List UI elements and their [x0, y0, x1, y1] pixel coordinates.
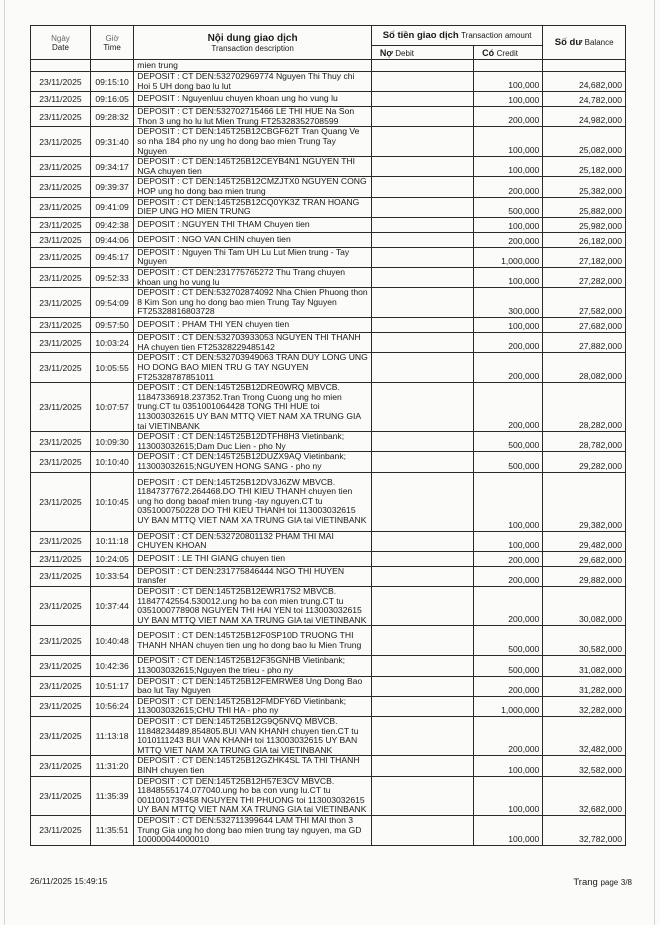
row-date: 23/11/2025: [31, 197, 91, 217]
row-debit: [371, 318, 473, 333]
row-balance: 25,082,000: [543, 127, 626, 157]
header-time: [90, 26, 133, 60]
printed-timestamp: 26/11/2025 15:49:15: [30, 876, 108, 886]
table-row: [31, 383, 626, 432]
header-desc-en: Transaction description: [211, 43, 294, 53]
row-credit: 500,000: [474, 626, 543, 656]
table-row: [31, 472, 626, 531]
row-description: DEPOSIT : CT DEN:145T25B12FMDFY6D Vietinbank; 113003032615;CHU THI HA - pho ny: [134, 696, 372, 716]
row-credit: 100,000: [474, 776, 543, 815]
table-row: [31, 217, 626, 232]
row-balance: 30,082,000: [543, 587, 626, 626]
row-description: DEPOSIT : CT DEN:145T25B12CQ0YK3Z TRAN HOANG DIEP UNG HO MIEN TRUNG: [134, 197, 372, 217]
row-credit: 1,000,000: [474, 696, 543, 716]
header-time-en: Time: [103, 43, 121, 52]
row-time: 10:24:05: [90, 551, 133, 566]
row-description: DEPOSIT : CT DEN:145T25B12H57E3CV MBVCB. 11848555174.077040.ung ho ba con vung lu.CT tu 0011001739458 NGUYEN THI PHUONG toi 113003032615 UY BAN MTTQ VIET NAM XA TRUNG GIA tai VIETINBANK: [134, 776, 372, 815]
transaction-table: [30, 25, 626, 846]
row-date: 23/11/2025: [31, 587, 91, 626]
row-time: 10:37:44: [90, 587, 133, 626]
row-date: 23/11/2025: [31, 127, 91, 157]
row-time: 09:54:09: [90, 288, 133, 318]
table-row: [31, 107, 626, 127]
table-row: [31, 72, 626, 92]
row-debit: [371, 531, 473, 551]
row-time: 10:10:40: [90, 452, 133, 472]
table-row: [31, 531, 626, 551]
row-balance: 32,482,000: [543, 716, 626, 755]
page-number: 3/8: [620, 878, 632, 887]
row-description: DEPOSIT : CT DEN:145T25B12F0SP10D TRUONG THI THANH NHAN chuyen tien ung ho dong bao lu Mien Trung: [134, 626, 372, 656]
row-date: 23/11/2025: [31, 177, 91, 197]
row-credit: 100,000: [474, 531, 543, 551]
table-row: [31, 626, 626, 656]
row-description: DEPOSIT : CT DEN:145T25B12DUZX9AQ Vietinbank; 113003032615;NGUYEN HONG SANG - pho ny: [134, 452, 372, 472]
row-balance: 27,182,000: [543, 247, 626, 267]
row-time: 10:11:18: [90, 531, 133, 551]
row-time: 11:35:39: [90, 776, 133, 815]
row-debit: [371, 756, 473, 776]
row-description: DEPOSIT : CT DEN:145T25B12DRE0WRQ MBVCB. 11847336918.237352.Tran Trong Cuong ung ho mien trung.CT tu 0351001064428 TONG THI HUE toi 113003032615 UY BAN MTTQ VIET NAM XA TRUNG GIA tai VIETINBANK: [134, 383, 372, 432]
row-balance: 32,782,000: [543, 815, 626, 845]
row-time: 09:34:17: [90, 157, 133, 177]
row-time: 10:07:57: [90, 383, 133, 432]
row-description: DEPOSIT : Nguyen Thi Tam UH Lu Lut Mien trung - Tay Nguyen: [134, 247, 372, 267]
table-row: [31, 432, 626, 452]
row-balance: 28,082,000: [543, 353, 626, 383]
table-row: [31, 288, 626, 318]
row-credit: 500,000: [474, 432, 543, 452]
row-description: DEPOSIT : NGUYEN THI THAM Chuyen tien: [134, 217, 372, 232]
header-amount-vi: Số tiền giao dịch: [382, 30, 459, 41]
table-row: [31, 232, 626, 247]
row-time: 10:33:54: [90, 566, 133, 586]
row-balance: 29,882,000: [543, 566, 626, 586]
row-debit: [371, 232, 473, 247]
continuation-row: [31, 60, 626, 72]
row-description: DEPOSIT : CT DEN:145T25B12DTFH8H3 Vietinbank; 113003032615;Dam Duc Lien - pho Ny: [134, 432, 372, 452]
row-balance: 31,282,000: [543, 676, 626, 696]
row-credit: 200,000: [474, 566, 543, 586]
row-balance: 32,682,000: [543, 776, 626, 815]
row-balance: 29,282,000: [543, 452, 626, 472]
table-row: [31, 815, 626, 845]
continuation-desc: mien trung: [134, 60, 372, 72]
row-description: DEPOSIT : CT DEN:145T25B12CBGF62T Tran Quang Ve so nha 184 pho ny ung ho dong bao mien Trung Tay Nguyen: [134, 127, 372, 157]
table-row: [31, 157, 626, 177]
header-description: [134, 26, 372, 60]
row-time: 11:13:18: [90, 716, 133, 755]
row-credit: 200,000: [474, 716, 543, 755]
page-label-en: page: [600, 878, 619, 887]
table-row: [31, 247, 626, 267]
row-credit: 200,000: [474, 353, 543, 383]
row-balance: 28,782,000: [543, 432, 626, 452]
table-row: [31, 566, 626, 586]
row-date: 23/11/2025: [31, 267, 91, 287]
row-time: 09:57:50: [90, 318, 133, 333]
header-balance: [543, 26, 626, 60]
row-credit: 500,000: [474, 452, 543, 472]
row-debit: [371, 217, 473, 232]
row-balance: 25,982,000: [543, 217, 626, 232]
row-time: 09:42:38: [90, 217, 133, 232]
row-balance: 24,982,000: [543, 107, 626, 127]
row-debit: [371, 197, 473, 217]
row-credit: 200,000: [474, 177, 543, 197]
row-date: 23/11/2025: [31, 551, 91, 566]
row-description: DEPOSIT : PHAM THI YEN chuyen tien: [134, 318, 372, 333]
row-credit: 100,000: [474, 92, 543, 107]
row-debit: [371, 353, 473, 383]
row-debit: [371, 432, 473, 452]
row-balance: 26,182,000: [543, 232, 626, 247]
row-description: DEPOSIT : LE THI GIANG chuyen tien: [134, 551, 372, 566]
row-time: 10:09:30: [90, 432, 133, 452]
header-balance-en: Balance: [584, 38, 614, 47]
row-description: DEPOSIT : CT DEN:231775846444 NGO THI HUYEN transfer: [134, 566, 372, 586]
table-row: [31, 551, 626, 566]
row-credit: 100,000: [474, 267, 543, 287]
header-credit: [474, 46, 543, 60]
row-balance: 31,082,000: [543, 656, 626, 676]
row-debit: [371, 676, 473, 696]
row-date: 23/11/2025: [31, 626, 91, 656]
row-description: DEPOSIT : CT DEN:532720801132 PHAM THI MAI CHUYEN KHOAN: [134, 531, 372, 551]
table-row: [31, 333, 626, 353]
row-description: DEPOSIT : CT DEN:532703949063 TRAN DUY LONG UNG HO DONG BAO MIEN TRU G TAY NGUYEN FT25328787851011: [134, 353, 372, 383]
row-credit: 100,000: [474, 127, 543, 157]
table-row: [31, 656, 626, 676]
row-debit: [371, 288, 473, 318]
row-time: 11:31:20: [90, 756, 133, 776]
header-desc-vi: Nội dung giao dịch: [207, 32, 298, 44]
header-debit: [371, 46, 473, 60]
row-balance: 25,382,000: [543, 177, 626, 197]
row-date: 23/11/2025: [31, 472, 91, 531]
row-balance: 29,382,000: [543, 472, 626, 531]
row-time: 11:35:51: [90, 815, 133, 845]
row-description: DEPOSIT : CT DEN:231775765272 Thu Trang chuyen khoan ung ho vung lu: [134, 267, 372, 287]
row-description: DEPOSIT : CT DEN:532711399644 LAM THI MAI thon 3 Trung Gia ung ho dong bao mien trung tay nguyen, ma GD 100000044000010: [134, 815, 372, 845]
row-time: 10:42:36: [90, 656, 133, 676]
row-balance: 27,582,000: [543, 288, 626, 318]
row-debit: [371, 566, 473, 586]
row-date: 23/11/2025: [31, 288, 91, 318]
row-debit: [371, 107, 473, 127]
row-balance: 29,482,000: [543, 531, 626, 551]
row-credit: 200,000: [474, 232, 543, 247]
row-date: 23/11/2025: [31, 318, 91, 333]
row-description: DEPOSIT : CT DEN:145T25B12DV3J6ZW MBVCB. 11847377672.264468.DO THI KIEU THANH chuyen tien ung ho dong baoaf mien trung -tay nguyen.CT tu 0351000750228 DO THI KIEU THANH toi 113003032615 UY BAN MTTQ VIET NAM XA TRUNG GIA tai VIETINBANK: [134, 472, 372, 531]
row-credit: 200,000: [474, 676, 543, 696]
row-date: 23/11/2025: [31, 107, 91, 127]
row-balance: 27,682,000: [543, 318, 626, 333]
row-balance: 25,882,000: [543, 197, 626, 217]
table-row: [31, 197, 626, 217]
header-credit-vi: Có: [482, 47, 495, 58]
row-credit: 200,000: [474, 383, 543, 432]
row-debit: [371, 696, 473, 716]
row-debit: [371, 776, 473, 815]
row-description: DEPOSIT : CT DEN:145T25B12CEYB4N1 NGUYEN THI NGA chuyen tien: [134, 157, 372, 177]
row-balance: 32,582,000: [543, 756, 626, 776]
table-row: [31, 716, 626, 755]
row-debit: [371, 72, 473, 92]
row-credit: 100,000: [474, 72, 543, 92]
row-time: 09:31:40: [90, 127, 133, 157]
row-date: 23/11/2025: [31, 452, 91, 472]
table-row: [31, 696, 626, 716]
row-date: 23/11/2025: [31, 247, 91, 267]
row-credit: 1,000,000: [474, 247, 543, 267]
row-date: 23/11/2025: [31, 676, 91, 696]
row-debit: [371, 157, 473, 177]
row-balance: 32,282,000: [543, 696, 626, 716]
table-row: [31, 756, 626, 776]
row-time: 10:10:45: [90, 472, 133, 531]
row-balance: 29,682,000: [543, 551, 626, 566]
row-debit: [371, 333, 473, 353]
table-row: [31, 318, 626, 333]
row-credit: 100,000: [474, 318, 543, 333]
transaction-rows: [31, 60, 626, 846]
table-row: [31, 353, 626, 383]
row-debit: [371, 452, 473, 472]
row-credit: 200,000: [474, 107, 543, 127]
row-time: 09:16:05: [90, 92, 133, 107]
row-debit: [371, 626, 473, 656]
row-date: 23/11/2025: [31, 815, 91, 845]
table-row: [31, 676, 626, 696]
row-time: 09:28:32: [90, 107, 133, 127]
header-amount-en: Transaction amount: [461, 31, 532, 40]
row-date: 23/11/2025: [31, 72, 91, 92]
row-description: DEPOSIT : CT DEN:145T25B12GZHK4SL TA THI THANH BINH chuyen tien: [134, 756, 372, 776]
row-debit: [371, 551, 473, 566]
table-row: [31, 127, 626, 157]
row-description: DEPOSIT : Nguyenluu chuyen khoan ung ho vung lu: [134, 92, 372, 107]
table-row: [31, 267, 626, 287]
row-balance: 30,582,000: [543, 626, 626, 656]
row-time: 09:44:06: [90, 232, 133, 247]
table-row: [31, 452, 626, 472]
row-description: DEPOSIT : CT DEN:532702874092 Nha Chien Phuong thon 8 Kim Son ung ho dong bao mien Trung Tay Nguyen FT25328816803728: [134, 288, 372, 318]
header-balance-vi: Số dư: [554, 37, 583, 48]
row-credit: 200,000: [474, 551, 543, 566]
row-credit: 100,000: [474, 756, 543, 776]
row-date: 23/11/2025: [31, 566, 91, 586]
row-date: 23/11/2025: [31, 157, 91, 177]
header-date-vi: Ngày: [51, 34, 70, 43]
row-debit: [371, 656, 473, 676]
row-description: DEPOSIT : NGO VAN CHIN chuyen tien: [134, 232, 372, 247]
row-credit: 500,000: [474, 197, 543, 217]
row-credit: 100,000: [474, 472, 543, 531]
row-debit: [371, 815, 473, 845]
row-time: 09:41:09: [90, 197, 133, 217]
row-date: 23/11/2025: [31, 232, 91, 247]
row-date: 23/11/2025: [31, 776, 91, 815]
row-time: 10:51:17: [90, 676, 133, 696]
row-time: 09:45:17: [90, 247, 133, 267]
row-balance: 25,182,000: [543, 157, 626, 177]
row-description: DEPOSIT : CT DEN:145T25B12CMZJTX0 NGUYEN CONG HOP ung ho dong bao mien trung: [134, 177, 372, 197]
row-balance: 24,682,000: [543, 72, 626, 92]
row-debit: [371, 383, 473, 432]
page-edge-left: [4, 0, 5, 925]
row-time: 10:56:24: [90, 696, 133, 716]
row-description: DEPOSIT : CT DEN:145T25B12EWR17S2 MBVCB. 11847742554.530012.ung ho ba con mien trung.CT tu 0351000778908 NGUYEN THI HAI YEN toi 113003032615 UY BAN MTTQ VIET NAM XA TRUNG GIA tai VIETINBANK: [134, 587, 372, 626]
row-debit: [371, 127, 473, 157]
page-label-vi: Trang: [573, 877, 598, 888]
row-debit: [371, 267, 473, 287]
row-time: 10:05:55: [90, 353, 133, 383]
table-row: [31, 587, 626, 626]
row-date: 23/11/2025: [31, 531, 91, 551]
row-debit: [371, 92, 473, 107]
table-row: [31, 177, 626, 197]
row-balance: 28,282,000: [543, 383, 626, 432]
row-date: 23/11/2025: [31, 333, 91, 353]
row-credit: 100,000: [474, 217, 543, 232]
row-date: 23/11/2025: [31, 383, 91, 432]
row-balance: 27,882,000: [543, 333, 626, 353]
row-date: 23/11/2025: [31, 756, 91, 776]
row-description: DEPOSIT : CT DEN:532702969774 Nguyen Thi Thuy chi Hoi 5 UH dong bao lu lut: [134, 72, 372, 92]
row-time: 09:39:37: [90, 177, 133, 197]
row-credit: 300,000: [474, 288, 543, 318]
row-credit: 200,000: [474, 587, 543, 626]
row-date: 23/11/2025: [31, 716, 91, 755]
row-debit: [371, 472, 473, 531]
row-debit: [371, 247, 473, 267]
row-date: 23/11/2025: [31, 696, 91, 716]
row-credit: 200,000: [474, 333, 543, 353]
row-description: DEPOSIT : CT DEN:532702715466 LE THI HUE Na Son Thon 3 ung ho lu lut Mien Trung FT25328352708599: [134, 107, 372, 127]
row-time: 10:40:48: [90, 626, 133, 656]
header-debit-vi: Nợ: [379, 47, 393, 58]
header-date: [31, 26, 91, 60]
header-time-vi: Giờ: [105, 34, 119, 43]
row-debit: [371, 716, 473, 755]
header-credit-en: Credit: [496, 48, 518, 58]
row-balance: 24,782,000: [543, 92, 626, 107]
header-debit-en: Debit: [395, 48, 414, 58]
row-date: 23/11/2025: [31, 432, 91, 452]
row-date: 23/11/2025: [31, 353, 91, 383]
row-description: DEPOSIT : CT DEN:145T25B12G9Q5NVQ MBVCB. 11848234489.854805.BUI VAN KHANH chuyen tien.CT tu 1010111243 BUI VAN KHANH toi 113003032615 UY BAN MTTQ VIET NAM XA TRUNG GIA tai VIETINBANK: [134, 716, 372, 755]
row-credit: 100,000: [474, 157, 543, 177]
header-date-en: Date: [52, 43, 69, 52]
page-edge-right: [654, 0, 655, 925]
table-row: [31, 776, 626, 815]
row-description: DEPOSIT : CT DEN:145T25B12FEMRWE8 Ung Dong Bao bao lut Tay Nguyen: [134, 676, 372, 696]
row-date: 23/11/2025: [31, 656, 91, 676]
header-amount: [371, 26, 542, 46]
table-row: [31, 92, 626, 107]
row-debit: [371, 587, 473, 626]
row-date: 23/11/2025: [31, 92, 91, 107]
row-description: DEPOSIT : CT DEN:532703933053 NGUYEN THI THANH HA chuyen tien FT25328229485142: [134, 333, 372, 353]
row-credit: 100,000: [474, 815, 543, 845]
row-time: 09:15:10: [90, 72, 133, 92]
row-date: 23/11/2025: [31, 217, 91, 232]
row-description: DEPOSIT : CT DEN:145T25B12F35GNHB Vietinbank; 113003032615;Nguyen the trieu - pho ny: [134, 656, 372, 676]
page-indicator: [573, 877, 632, 888]
row-balance: 27,282,000: [543, 267, 626, 287]
row-time: 09:52:33: [90, 267, 133, 287]
row-debit: [371, 177, 473, 197]
row-credit: 500,000: [474, 656, 543, 676]
row-time: 10:03:24: [90, 333, 133, 353]
